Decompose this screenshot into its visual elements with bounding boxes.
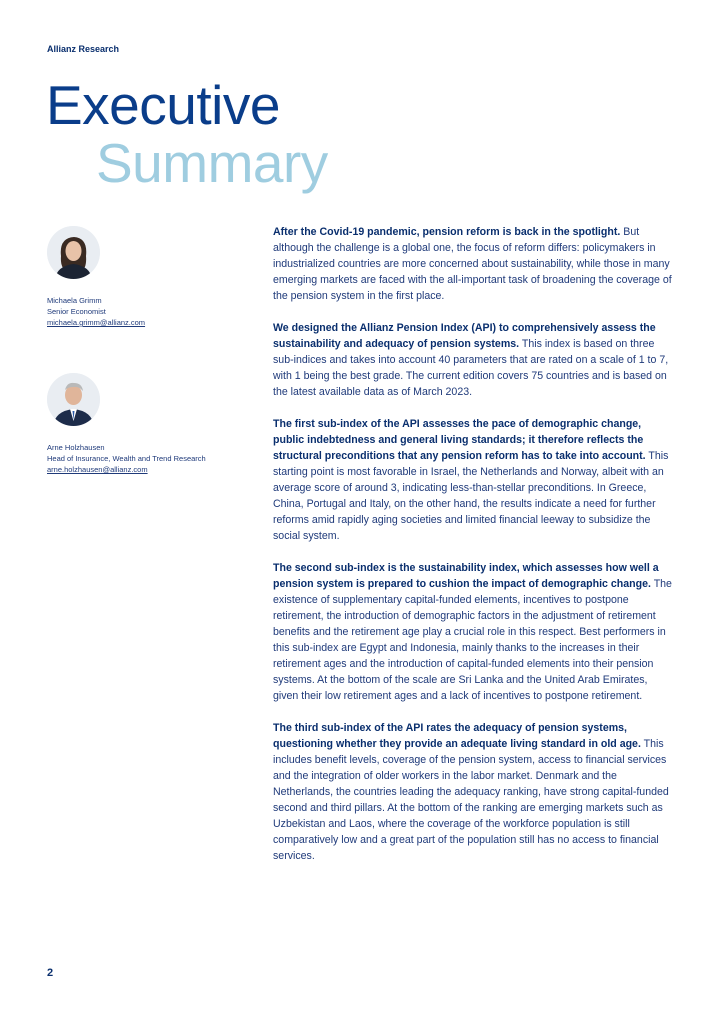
paragraph-body: The existence of supplementary capital-funded elements, incentives to postpone retirement, the introduction of demographic factors in the adjustment of retirement benefits and the retirement age play a crucial role in this respect. Best performers in this sub-index are Egypt and Indonesia, mainly thanks to the increases in their retirement ages and the introduction of capital-funded elements into their pension systems. At the bottom of the scale are Sri Lanka and the United Arab Emirates, given their low retirement ages and a lack of incentives to postpone retirement. — [273, 578, 672, 702]
author-card — [47, 373, 257, 475]
summary-paragraph — [273, 320, 675, 400]
author-role: Head of Insurance, Wealth and Trend Research — [47, 454, 206, 463]
author-name: Arne Holzhausen — [47, 443, 105, 452]
page-title-line2: Summary — [96, 132, 328, 194]
summary-paragraph — [273, 224, 675, 304]
author-card — [47, 226, 257, 328]
paragraph-lead: The first sub-index of the API assesses the pace of demographic change, public indebtedness and general living standards; it therefore reflects the structural preconditions that any pension reform has to take into account. — [273, 418, 646, 462]
paragraph-lead: We designed the Allianz Pension Index (API) to comprehensively assess the sustainability and adequacy of pension systems. — [273, 322, 656, 350]
paragraph-body: This starting point is most favorable in Israel, the Netherlands and Norway, albeit with an average score of around 3, indicating less-than-stellar preconditions. In Greece, China, Portugal and Italy, on the other hand, the results indicate a need for further reforms amid rapidly aging societies and limited financial leeway to subsidize the social system. — [273, 450, 669, 542]
paragraph-lead: After the Covid-19 pandemic, pension reform is back in the spotlight. — [273, 226, 621, 238]
summary-paragraph — [273, 416, 675, 544]
author-email-link[interactable]: arne.holzhausen@allianz.com — [47, 465, 148, 474]
paragraph-body: This index is based on three sub-indices and takes into account 40 parameters that are rated on a scale of 1 to 7, with 1 being the best grade. The current edition covers 75 countries and is based on the latest available data as of March 2023. — [273, 338, 669, 398]
avatar — [47, 373, 100, 426]
person-portrait-icon — [47, 226, 100, 279]
paragraph-body: But although the challenge is a global one, the focus of reform differs: policymakers in industrialized countries are more concerned about sustainability, while those in many emerging markets are faced with the all-important task of broadening the coverage of the pension system in the first place. — [273, 226, 672, 302]
page-title-line1: Executive — [46, 74, 280, 136]
summary-paragraph — [273, 560, 675, 704]
author-name: Michaela Grimm — [47, 296, 102, 305]
author-role: Senior Economist — [47, 307, 106, 316]
paragraph-lead: The third sub-index of the API rates the adequacy of pension systems, questioning whether they provide an adequate living standard in old age. — [273, 722, 641, 750]
summary-paragraph — [273, 720, 675, 864]
page-number: 2 — [47, 967, 54, 979]
paragraph-body: This includes benefit levels, coverage of the pension system, access to financial services and the integration of older workers in the labor market. Denmark and the Netherlands, the countries leading the adequacy ranking, have strong capital-funded second and third pillars. At the bottom of the ranking are emerging markets such as Uzbekistan and Laos, where the coverage of the workforce population is still comparatively low and a great part of the population still has no access to financial services. — [273, 738, 669, 862]
author-email-link[interactable]: michaela.grimm@allianz.com — [47, 318, 146, 327]
summary-body — [273, 224, 675, 880]
person-portrait-icon — [47, 373, 100, 426]
brand-label: Allianz Research — [47, 44, 120, 54]
paragraph-lead: The second sub-index is the sustainability index, which assesses how well a pension system is prepared to cushion the impact of demographic change. — [273, 562, 659, 590]
avatar — [47, 226, 100, 279]
